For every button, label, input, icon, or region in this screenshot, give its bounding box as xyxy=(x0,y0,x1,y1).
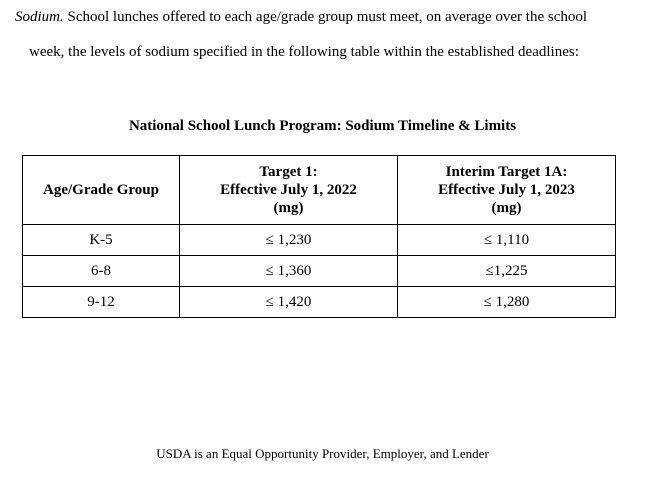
table-row xyxy=(23,225,616,256)
cell-target-1a: ≤ 1,110 xyxy=(398,225,616,256)
paragraph-line-1 xyxy=(15,9,587,26)
table-row xyxy=(23,256,616,287)
table-row xyxy=(23,287,616,318)
cell-target-1a: ≤ 1,280 xyxy=(398,287,616,318)
cell-target-1: ≤ 1,360 xyxy=(180,256,398,287)
sodium-table xyxy=(22,155,616,318)
header-age-grade: Age/Grade Group xyxy=(23,156,180,225)
cell-group: 9-12 xyxy=(23,287,180,318)
table-title: National School Lunch Program: Sodium Timeline & Limits xyxy=(128,118,517,134)
header-interim-target-1a: Interim Target 1A: Effective July 1, 2023 (mg) xyxy=(398,156,616,225)
cell-group: 6-8 xyxy=(23,256,180,287)
cell-target-1: ≤ 1,420 xyxy=(180,287,398,318)
footer-text: USDA is an Equal Opportunity Provider, Employer, and Lender xyxy=(156,446,489,461)
header-target-1: Target 1: Effective July 1, 2022 (mg) xyxy=(180,156,398,225)
paragraph-line-2: week, the levels of sodium specified in the following table within the established deadlines: xyxy=(29,44,579,60)
table-header-row xyxy=(23,156,616,225)
cell-target-1: ≤ 1,230 xyxy=(180,225,398,256)
paragraph-lead: Sodium. xyxy=(15,9,64,25)
paragraph-text: School lunches offered to each age/grade group must meet, on average over the school xyxy=(63,9,588,25)
cell-group: K-5 xyxy=(23,225,180,256)
cell-target-1a: ≤1,225 xyxy=(398,256,616,287)
